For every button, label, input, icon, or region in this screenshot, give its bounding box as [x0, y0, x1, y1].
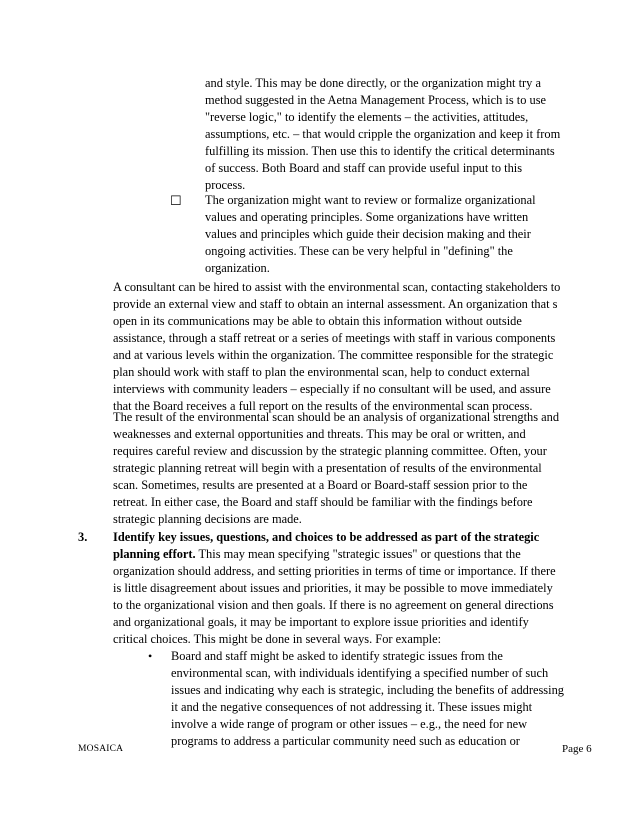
values-paragraph: The organization might want to review or formalize organizational values and operating principles. Some organizations have written values and principles which guide their decision making and their ongoing activities. These can be very helpful in "defining" the organization.: [205, 193, 536, 275]
section-body: This may mean specifying "strategic issues" or questions that the organization should address, and setting priorities in terms of time or importance. If there is little disagreement about issues and priorities, it may be possible to move immediately to the organizational vision and then goals. If there is no agreement on general directions and organizational goals, it may be important to explore issue priorities and identify critical choices. This might be done in several ways. For example:: [113, 547, 556, 646]
continued-paragraph: and style. This may be done directly, or the organization might try a method suggested in the Aetna Management Process, which is to use "reverse logic," to identify the elements – the activities, attitudes, assumptions, etc. – that would cripple the organization and keep it from fulfilling its mission. Then use this to identify the critical determinants of success. Both Board and staff can provide useful input to this process.: [205, 76, 561, 192]
bullet-paragraph: Board and staff might be asked to identify strategic issues from the environmental scan, with individuals identifying a specified number of such issues and indicating why each is strategic, including the benefits of addressing it and the negative consequences of not addressing it. These issues might involve a wide range of program or other issues – e.g., the need for new programs to address a particular community need such as education or: [171, 649, 564, 748]
checkbox-bullet-icon: ☐: [170, 193, 182, 208]
section-3-paragraph: [113, 529, 565, 648]
scan-result-paragraph: The result of the environmental scan should be an analysis of organizational strengths and weaknesses and external opportunities and threats. This may be oral or written, and requires careful review and discussion by the strategic planning committee. Often, your strategic planning retreat will begin with a presentation of results of the environmental scan. Sometimes, results are presented at a Board or Board-staff session prior to the retreat. In either case, the Board and staff should be familiar with the findings before strategic planning decisions are made.: [113, 410, 560, 526]
footer-org: MOSAICA: [78, 744, 124, 754]
consultant-paragraph: A consultant can be hired to assist with the environmental scan, contacting stakeholders to provide an external view and staff to obtain an internal assessment. An organization that s open in its communications may be able to obtain this information without outside assistance, through a staff retreat or a series of meetings with staff in various components and at various levels within the organization. The committee responsible for the strategic plan should work with staff to plan the environmental scan, help to conduct external interviews with community leaders – especially if no consultant will be used, and assure that the Board receives a full report on the results of the environmental scan process.: [113, 280, 561, 413]
bullet-icon: •: [148, 649, 153, 663]
section-number: 3.: [78, 530, 88, 544]
section-heading: Identify key issues, questions, and choices to be addressed as part of the strategic planning effort.: [113, 530, 540, 561]
page-number: Page 6: [562, 743, 592, 755]
